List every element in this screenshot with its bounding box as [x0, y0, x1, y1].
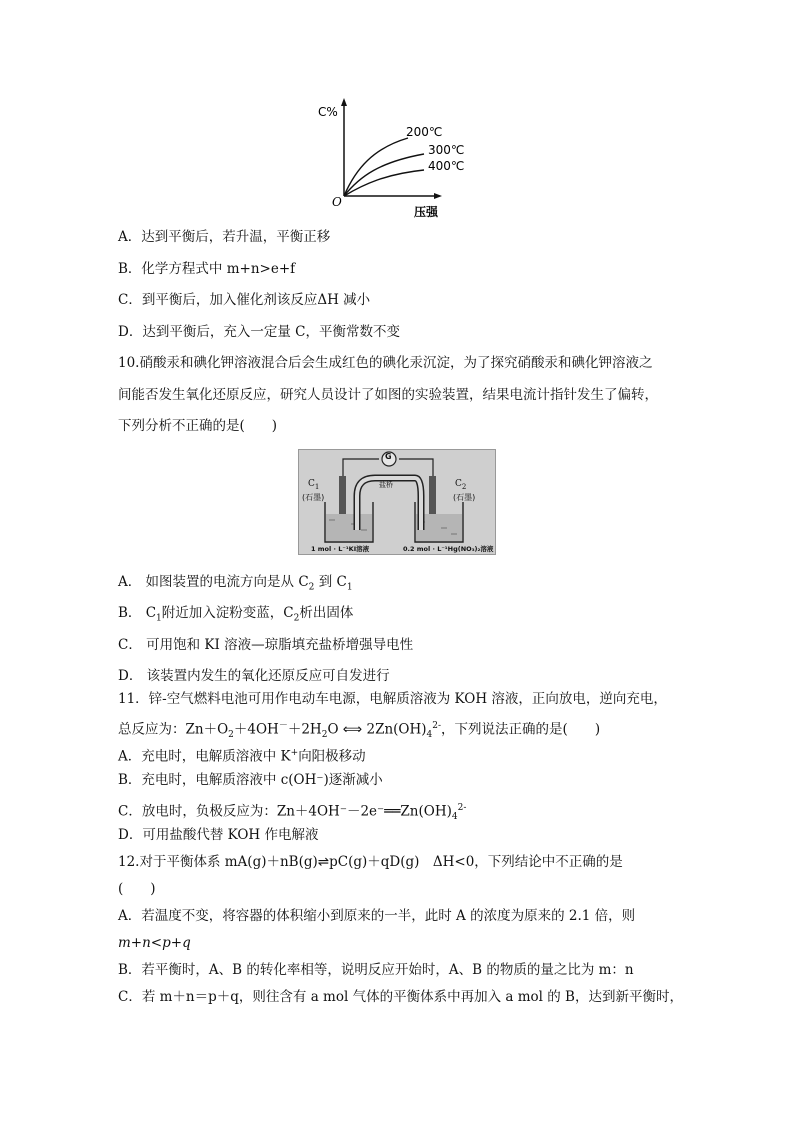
- q9-option-d: D．达到平衡后，充入一定量 C，平衡常数不变: [118, 324, 400, 340]
- q12-option-a-line2: m+n<p+q: [118, 935, 191, 951]
- q10-option-b: B． $C_1$附近加入淀粉变蓝，$C_2$析出固体: [118, 605, 354, 624]
- x-axis-arrow: [434, 193, 442, 199]
- c1-label: $C_1$: [308, 479, 320, 491]
- q10-stem-line3: 下列分析不正确的是( ): [118, 418, 278, 434]
- salt-bridge-label: 盐桥: [379, 481, 393, 489]
- left-solution-label: 1 mol · L⁻¹KI溶液: [311, 545, 370, 553]
- q10-stem-line2: 间能否发生氧化还原反应，研究人员设计了如图的实验装置，结果电流计指针发生了偏转，: [118, 387, 658, 403]
- x-axis-label: 压强: [414, 205, 439, 219]
- q11-option-a: A．充电时，电解质溶液中 K+向阳极移动: [118, 748, 366, 765]
- c1-note: (石墨): [302, 493, 325, 502]
- y-axis-arrow: [341, 98, 347, 106]
- q11-stem-line2: 总反应为：$Zn+O_2+4OH^-+2H_2O$ ⟺ $2Zn(OH)_4^{2-}$，下列说法正确的是( ): [118, 721, 601, 741]
- q11-stem-line1: 11．锌-空气燃料电池可用作电动车电源，电解质溶液为 KOH 溶液，正向放电，逆向充电，: [118, 691, 667, 707]
- q9-option-a: A．达到平衡后，若升温，平衡正移: [118, 229, 331, 245]
- q9-option-b: B．化学方程式中 m+n>e+f: [118, 261, 296, 277]
- curve-label-400: 400℃: [428, 159, 465, 173]
- q12-stem-line2: ( ): [118, 881, 156, 897]
- curve-label-300: 300℃: [428, 143, 465, 157]
- q12-stem-line1: 12.对于平衡体系 mA(g)＋nB(g)⇌pC(g)＋qD(g) ΔH<0，下列结论中不正确的是: [118, 854, 623, 870]
- right-solution-label: 0.2 mol · L⁻¹Hg(NO₃)₂溶液: [403, 545, 494, 553]
- q12-option-b: B．若平衡时，A、B 的转化率相等，说明反应开始时，A、B 的物质的量之比为 m：n: [118, 962, 634, 978]
- y-axis-label: C%: [318, 105, 338, 119]
- c2-note: (石墨): [453, 493, 476, 502]
- q12-option-a-line1: A．若温度不变，将容器的体积缩小到原来的一半，此时 A 的浓度为原来的 2.1 倍，则: [118, 908, 636, 924]
- curve-200: [344, 138, 408, 196]
- q11-option-c: C．放电时，负极反应为：$Zn+4OH^--2e^-══Zn(OH)_4^{2-}$: [118, 803, 467, 823]
- curve-label-200: 200℃: [406, 125, 443, 139]
- pressure-graph: [316, 98, 465, 220]
- q12-option-c: C．若 m＋n＝p＋q，则往含有 a mol 气体的平衡体系中再加入 a mol 的 B，达到新平衡时，: [118, 989, 683, 1005]
- q10-option-c: C． 可用饱和 KI 溶液—琼脂填充盐桥增强导电性: [118, 637, 414, 653]
- q10-stem-line1: 10.硝酸汞和碘化钾溶液混合后会生成红色的碘化汞沉淀，为了探究硝酸汞和碘化钾溶液之: [118, 355, 653, 371]
- q9-option-c: C．到平衡后，加入催化剂该反应ΔH 减小: [118, 292, 371, 308]
- c2-label: $C_2$: [455, 479, 467, 491]
- q11-option-b: B．充电时，电解质溶液中 c(OH⁻)逐渐减小: [118, 772, 383, 788]
- meter-label: G: [385, 452, 392, 461]
- q11-option-d: D．可用盐酸代替 KOH 作电解液: [118, 827, 319, 843]
- q10-option-d: D． 该装置内发生的氧化还原反应可自发进行: [118, 668, 390, 684]
- origin-label: O: [332, 195, 342, 209]
- q10-option-a: A． 如图装置的电流方向是从 $C_2$ 到 $C_1$: [118, 574, 353, 593]
- electrochemical-apparatus: [298, 449, 496, 555]
